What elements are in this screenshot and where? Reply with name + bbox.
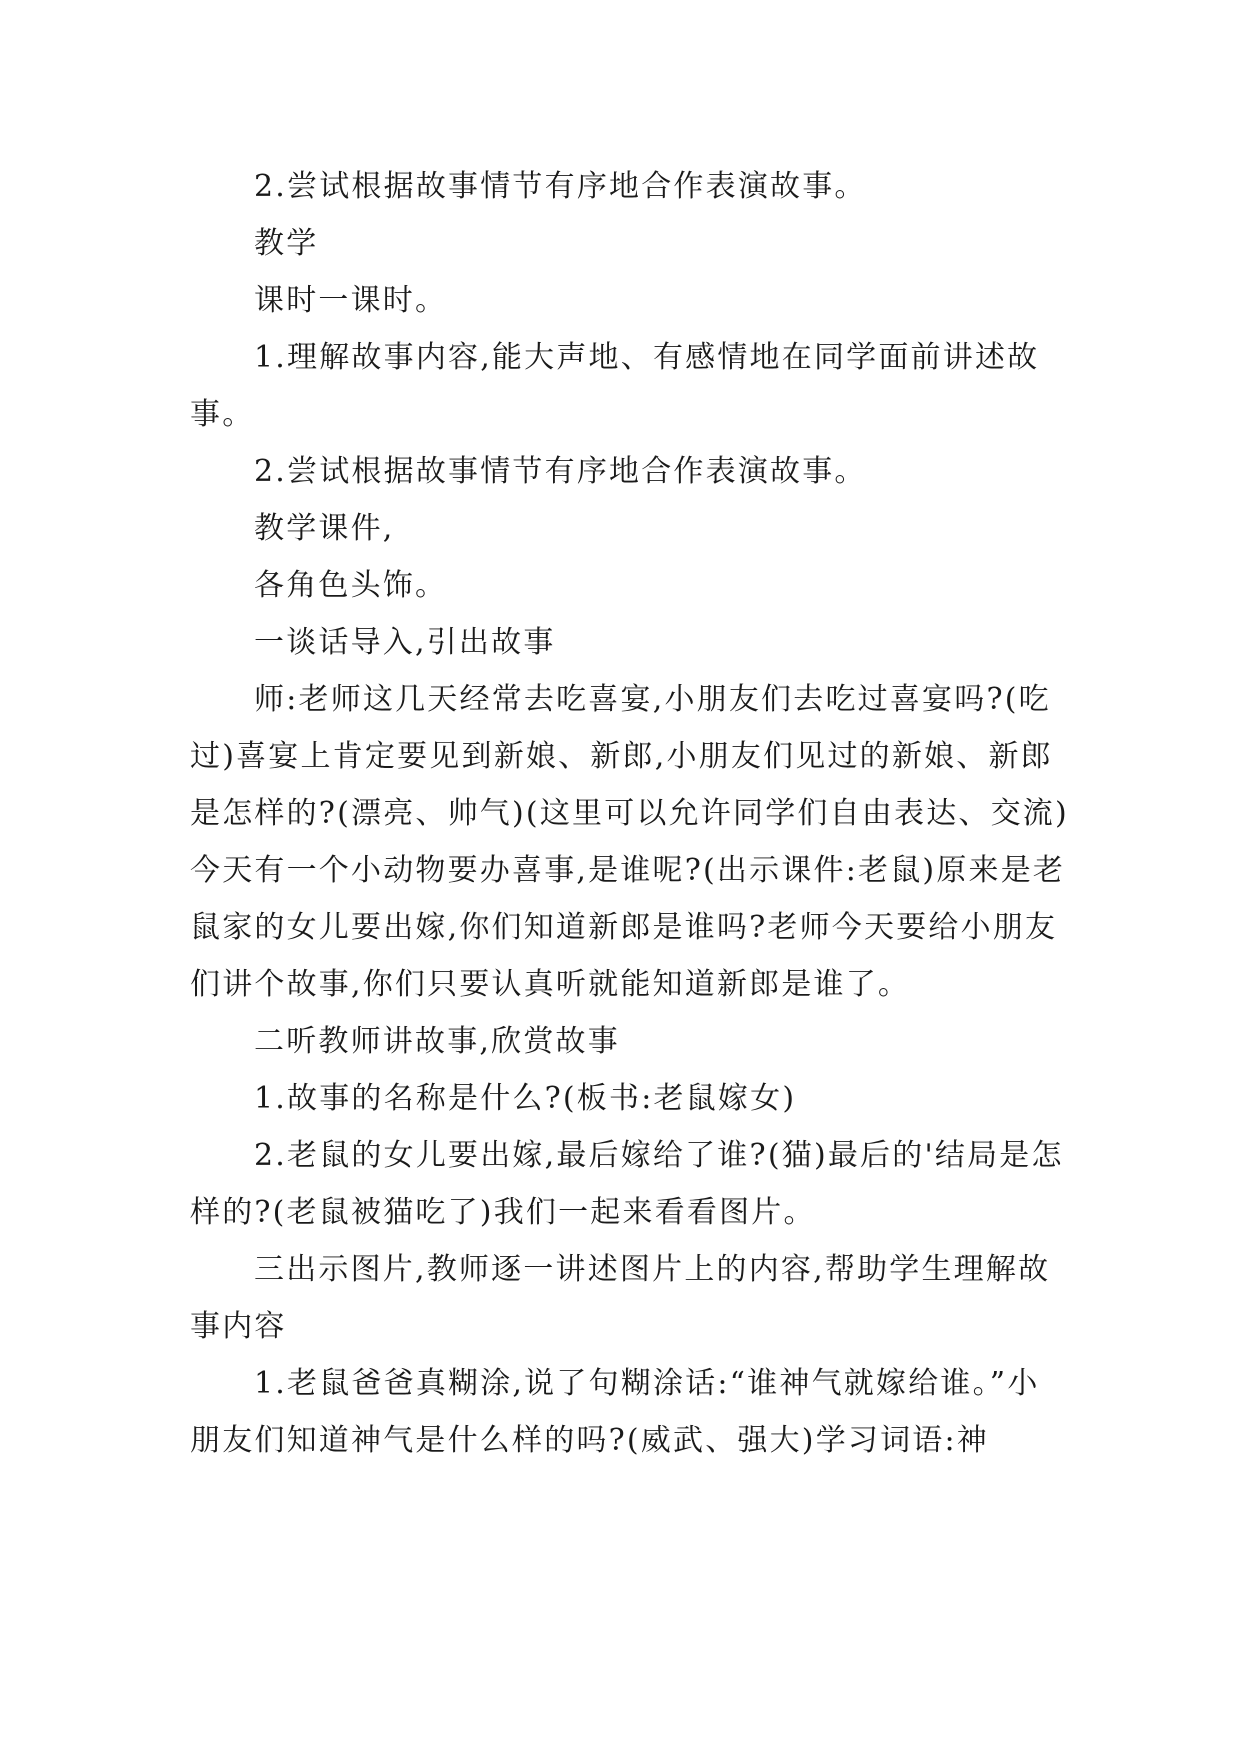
paragraph: 教学 xyxy=(254,226,319,261)
paragraph: 各角色头饰。 xyxy=(254,568,448,603)
paragraph: 1.故事的名称是什么?(板书:老鼠嫁女) xyxy=(254,1081,797,1116)
paragraph: 课时一课时。 xyxy=(254,283,448,318)
paragraph: 2.尝试根据故事情节有序地合作表演故事。 xyxy=(254,169,867,204)
paragraph: 1.理解故事内容,能大声地、有感情地在同学面前讲述故事。 xyxy=(190,340,1040,432)
paragraph: 三出示图片,教师逐一讲述图片上的内容,帮助学生理解故事内容 xyxy=(190,1252,1051,1344)
paragraph: 师:老师这几天经常去吃喜宴,小朋友们去吃过喜宴吗?(吃过)喜宴上肯定要见到新娘、新郎,小朋友们见过的新娘、新郎是怎样的?(漂亮、帅气)(这里可以允许同学们自由表达、交流)今天有一个小动物要办喜事,是谁呢?(出示课件:老鼠)原来是老鼠家的女儿要出嫁,你们知道新郎是谁吗?老师今天要给小朋友们讲个故事,你们只要认真听就能知道新郎是谁了。 xyxy=(190,682,1069,1002)
document-body xyxy=(190,158,1070,1469)
paragraph: 教学课件, xyxy=(254,511,395,546)
paragraph: 2.老鼠的女儿要出嫁,最后嫁给了谁?(猫)最后的'结局是怎样的?(老鼠被猫吃了)我们一起来看看图片。 xyxy=(190,1138,1064,1230)
paragraph: 二听教师讲故事,欣赏故事 xyxy=(254,1024,620,1059)
paragraph: 一谈话导入,引出故事 xyxy=(254,625,556,660)
paragraph: 2.尝试根据故事情节有序地合作表演故事。 xyxy=(254,454,867,489)
paragraph: 1.老鼠爸爸真糊涂,说了句糊涂话:“谁神气就嫁给谁。”小朋友们知道神气是什么样的吗?(威武、强大)学习词语:神 xyxy=(190,1366,1040,1458)
